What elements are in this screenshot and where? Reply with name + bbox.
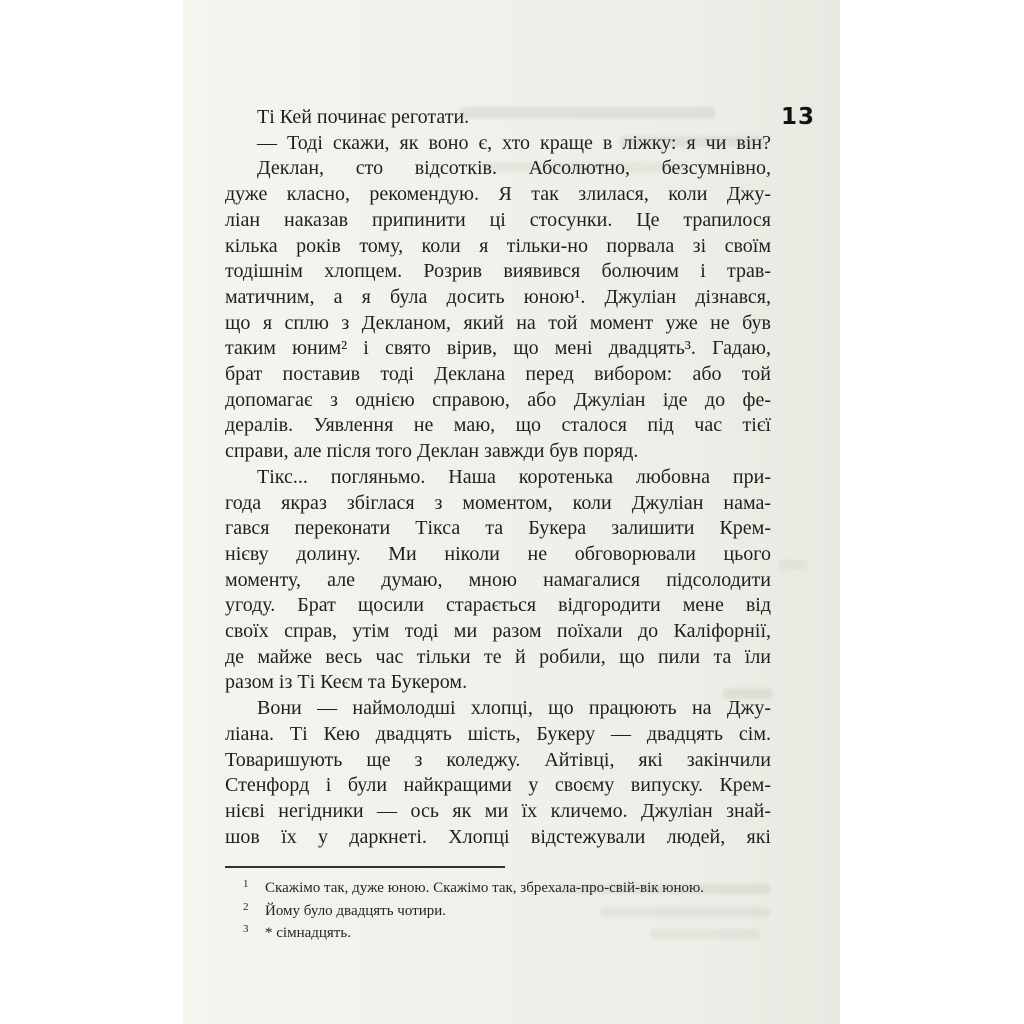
text-line: Ті Кей починає реготати. <box>257 106 470 128</box>
footnote-marker: 1 <box>243 878 249 890</box>
text-line: шов їх у даркнеті. Хлопці відстежували людей, які <box>225 825 771 848</box>
page-number: 13 <box>781 104 816 130</box>
text-line: моменту, але думаю, мною намагалися підсолодити <box>225 568 771 591</box>
text-line: дуже класно, рекомендую. Я так злилася, коли Джу- <box>225 183 771 206</box>
text-line: ліана. Ті Кею двадцять шість, Букеру — двадцять сім. <box>225 722 771 745</box>
bleedthrough-mark <box>778 560 808 570</box>
text-line: що я сплю з Декланом, який на той момент уже не був <box>225 311 771 334</box>
text-line: тодішнім хлопцем. Розрив виявився болючим і трав- <box>225 260 771 283</box>
text-line: своїх справ, утім тоді ми разом поїхали до Каліфорнії, <box>225 620 771 643</box>
text-line: Деклан, сто відсотків. Абсолютно, безсумнівно, <box>257 157 771 180</box>
text-line: — Тоді скажи, як воно є, хто краще в ліжку: я чи він? <box>257 131 771 154</box>
footnote-text: Скажімо так, дуже юною. Скажімо так, збрехала-про-свій-вік юною. <box>265 880 704 896</box>
footnote <box>225 923 771 946</box>
footnote <box>225 901 771 924</box>
text-line: угоду. Брат щосили старається відгородити мене від <box>225 594 771 617</box>
text-line: Стенфорд і були найкращими у своєму випуску. Крем- <box>225 774 771 797</box>
text-line: допомагає з однією справою, або Джуліан іде до фе- <box>225 388 771 411</box>
text-line: кілька років тому, коли я тільки-но порвала зі своїм <box>225 234 771 257</box>
text-line: де майже весь час тільки те й робили, що пили та їли <box>225 645 771 668</box>
text-line: Товаришують ще з коледжу. Айтівці, які закінчили <box>225 748 771 771</box>
footnotes <box>225 878 771 946</box>
text-line: нієві негідники — ось як ми їх кличемо. Джуліан знай- <box>225 799 771 822</box>
text-line: разом із Ті Кеєм та Букером. <box>225 671 468 694</box>
footnote-divider <box>225 866 505 868</box>
text-line: года якраз збіглася з моментом, коли Джуліан нама- <box>225 491 771 514</box>
text-line: матичним, а я була досить юною¹. Джуліан дізнався, <box>225 285 771 308</box>
text-line: справи, але після того Деклан завжди був поряд. <box>225 440 639 463</box>
text-line: таким юним² і свято вірив, що мені двадцять³. Гадаю, <box>225 337 771 360</box>
text-line: нієву долину. Ми ніколи не обговорювали цього <box>225 542 771 565</box>
text-line: дералів. Уявлення не маю, що сталося під час тієї <box>225 414 771 437</box>
footnote-text: * сімнадцять. <box>265 925 351 941</box>
text-line: брат поставив тоді Деклана перед вибором: або той <box>225 363 771 386</box>
text-line: гався переконати Тікса та Букера залишити Крем- <box>225 517 771 540</box>
footnote-text: Йому було двадцять чотири. <box>265 902 447 919</box>
text-line: ліан наказав припинити ці стосунки. Це трапилося <box>225 208 771 231</box>
text-line: Вони — наймолодші хлопці, що працюють на Джу- <box>257 697 771 720</box>
book-page <box>183 0 840 1024</box>
footnote-marker: 3 <box>243 923 249 935</box>
text-line: Тікс... погляньмо. Наша коротенька любовна при- <box>257 465 771 488</box>
footnote <box>225 878 771 901</box>
footnote-marker: 2 <box>243 900 249 913</box>
body-text <box>225 105 771 850</box>
